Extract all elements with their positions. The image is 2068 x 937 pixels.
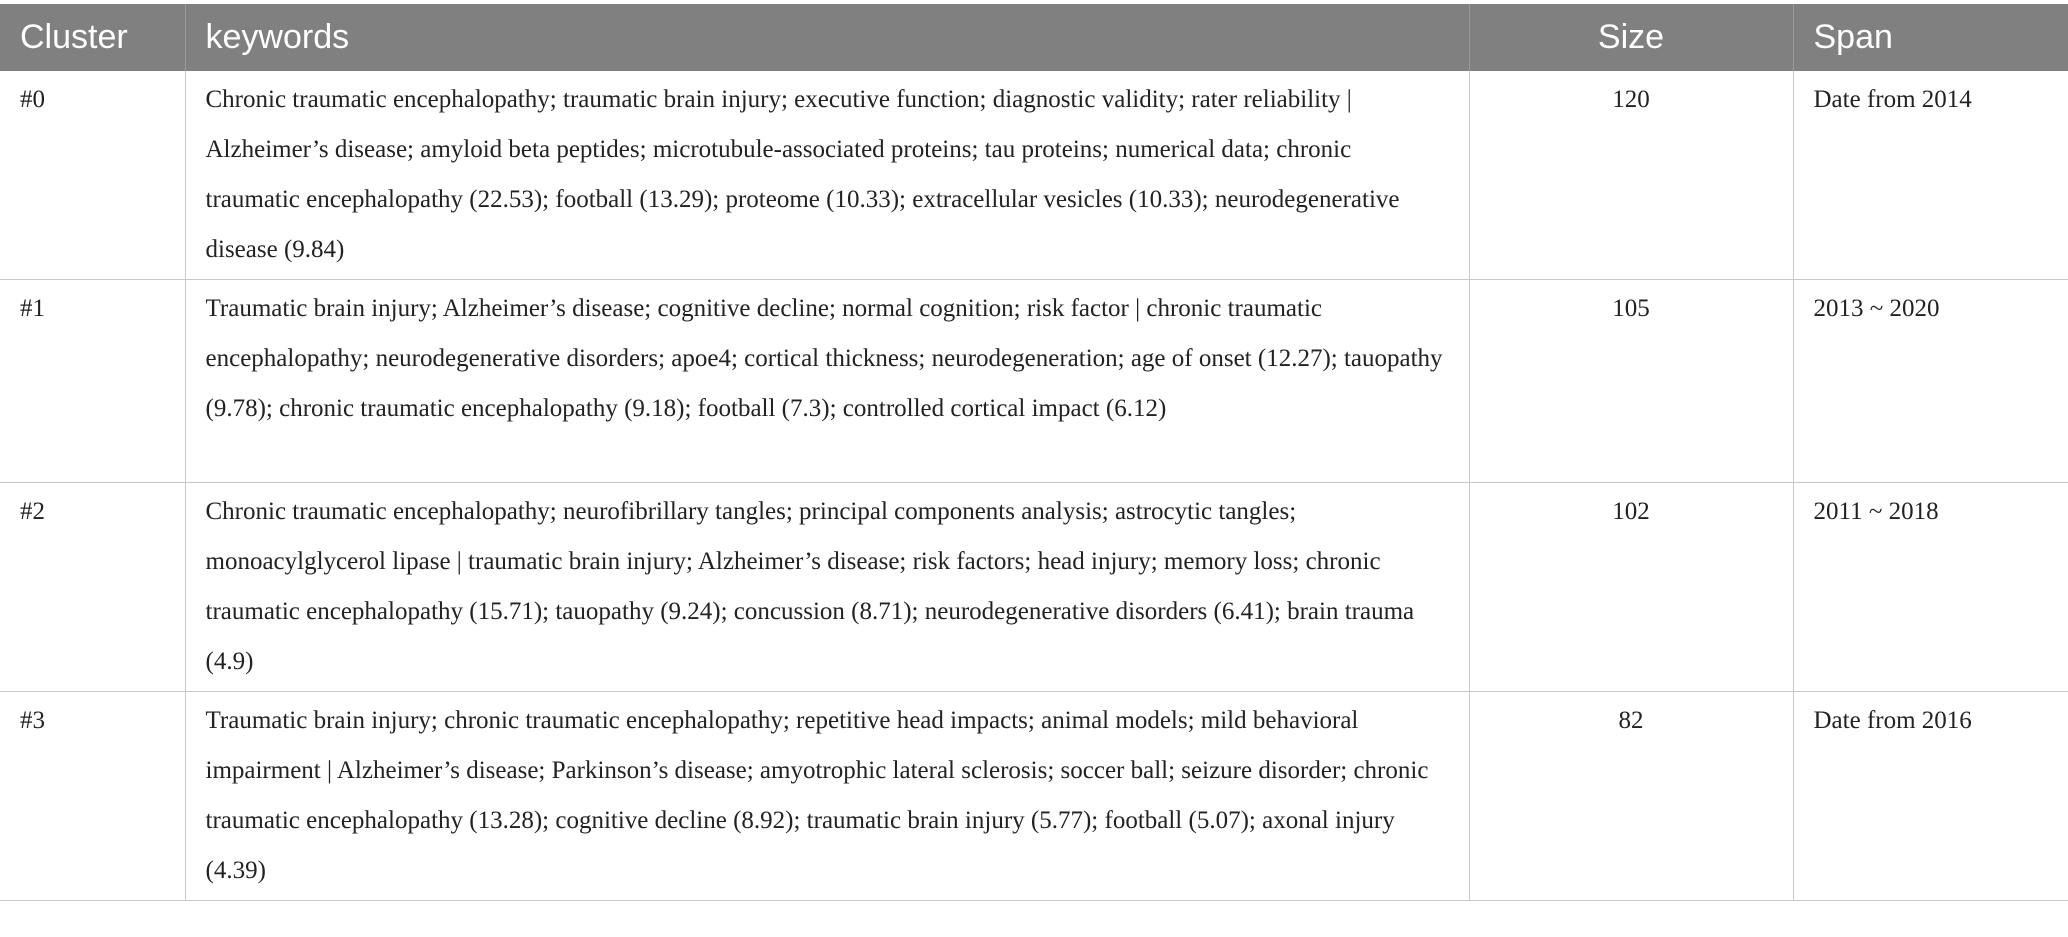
- table-header: [0, 4, 2068, 71]
- cell-span: 2011 ~ 2018: [1793, 483, 2068, 692]
- cell-keywords: Traumatic brain injury; chronic traumatic encephalopathy; repetitive head impacts; animal models; mild behavioral impairment | Alzheimer’s disease; Parkinson’s disease; amyotrophic lateral sclerosis; soccer ball; seizure disorder; chronic traumatic encephalopathy (13.28); cognitive decline (8.92); traumatic brain injury (5.77); football (5.07); axonal injury (4.39): [185, 692, 1469, 901]
- cell-keywords: Chronic traumatic encephalopathy; neurofibrillary tangles; principal components analysis; astrocytic tangles; monoacylglycerol lipase | traumatic brain injury; Alzheimer’s disease; risk factors; head injury; memory loss; chronic traumatic encephalopathy (15.71); tauopathy (9.24); concussion (8.71); neurodegenerative disorders (6.41); brain trauma (4.9): [185, 483, 1469, 692]
- header-size: Size: [1469, 4, 1793, 71]
- cell-size: 105: [1469, 280, 1793, 483]
- table-row: [0, 483, 2068, 692]
- table-row: [0, 71, 2068, 280]
- header-row: [0, 4, 2068, 71]
- cell-size: 82: [1469, 692, 1793, 901]
- cell-size: 102: [1469, 483, 1793, 692]
- table-row: [0, 280, 2068, 483]
- cell-size: 120: [1469, 71, 1793, 280]
- header-keywords: keywords: [185, 4, 1469, 71]
- header-cluster: Cluster: [0, 4, 185, 71]
- cell-span: Date from 2014: [1793, 71, 2068, 280]
- cell-keywords: Traumatic brain injury; Alzheimer’s disease; cognitive decline; normal cognition; risk factor | chronic traumatic encephalopathy; neurodegenerative disorders; apoe4; cortical thickness; neurodegeneration; age of onset (12.27); tauopathy (9.78); chronic traumatic encephalopathy (9.18); football (7.3); controlled cortical impact (6.12): [185, 280, 1469, 483]
- table-row: [0, 692, 2068, 901]
- table-body: [0, 71, 2068, 901]
- cell-cluster: #0: [0, 71, 185, 280]
- header-span: Span: [1793, 4, 2068, 71]
- cell-cluster: #3: [0, 692, 185, 901]
- cell-keywords: Chronic traumatic encephalopathy; traumatic brain injury; executive function; diagnostic validity; rater reliability | Alzheimer’s disease; amyloid beta peptides; microtubule-associated proteins; tau proteins; numerical data; chronic traumatic encephalopathy (22.53); football (13.29); proteome (10.33); extracellular vesicles (10.33); neurodegenerative disease (9.84): [185, 71, 1469, 280]
- cell-cluster: #1: [0, 280, 185, 483]
- cell-span: Date from 2016: [1793, 692, 2068, 901]
- cluster-table: [0, 4, 2068, 901]
- cell-cluster: #2: [0, 483, 185, 692]
- cell-span: 2013 ~ 2020: [1793, 280, 2068, 483]
- cluster-table-container: [0, 4, 2068, 901]
